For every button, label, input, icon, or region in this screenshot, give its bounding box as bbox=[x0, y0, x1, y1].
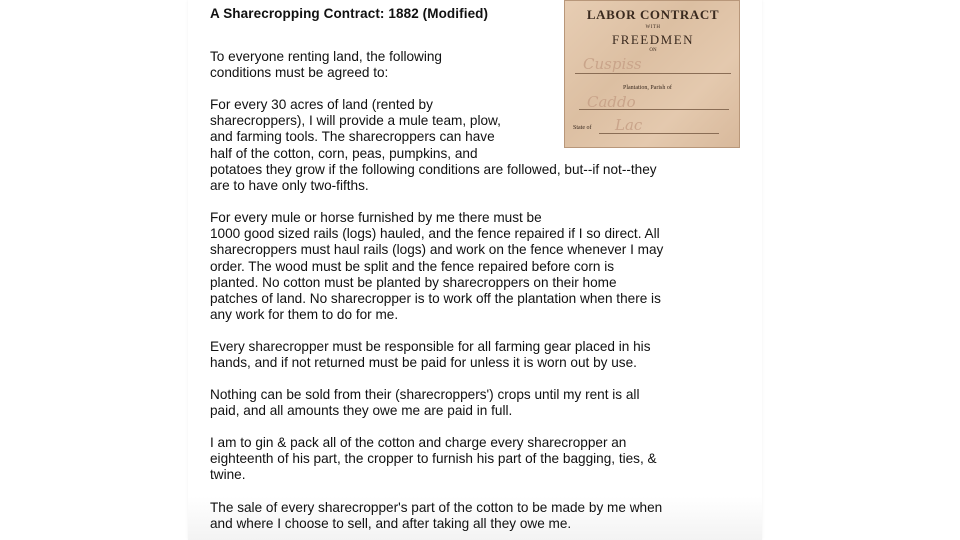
text-line: are to have only two-fifths. bbox=[210, 178, 369, 194]
text-line: For every mule or horse furnished by me there must be bbox=[210, 210, 542, 225]
text-line: eighteenth of his part, the cropper to furnish his part of the bagging, ties, & bbox=[210, 451, 657, 467]
paragraph-intro bbox=[210, 49, 550, 81]
text-line: The sale of every sharecropper's part of the cotton to be made by me when bbox=[210, 500, 663, 515]
text-line: conditions must be agreed to: bbox=[210, 65, 389, 81]
doc-with-label: WITH bbox=[645, 25, 661, 30]
text-line: potatoes they grow if the following conditions are followed, but--if not--they bbox=[210, 161, 657, 177]
doc-rule bbox=[575, 73, 731, 74]
doc-handwriting: Lac bbox=[615, 116, 643, 134]
text-line: sharecroppers must haul rails (logs) and work on the fence whenever I may bbox=[210, 242, 664, 258]
doc-state-label: State of bbox=[573, 125, 592, 131]
doc-heading: LABOR CONTRACT bbox=[586, 7, 720, 22]
text-line: sharecroppers), I will provide a mule team, plow, bbox=[210, 113, 501, 129]
paragraph-mules bbox=[210, 210, 755, 323]
text-line: For every 30 acres of land (rented by bbox=[210, 97, 433, 112]
paragraph-rent bbox=[210, 387, 755, 419]
text-line: and where I choose to sell, and after taking all they owe me. bbox=[210, 516, 572, 532]
text-line: I am to gin & pack all of the cotton and charge every sharecropper an bbox=[210, 435, 627, 450]
doc-plantation-label: Plantation, Parish of bbox=[623, 85, 672, 91]
text-line: planted. No cotton must be planted by sharecroppers on their home bbox=[210, 274, 617, 290]
doc-on-label: ON bbox=[649, 48, 657, 53]
text-line: Nothing can be sold from their (sharecroppers') crops until my rent is all bbox=[210, 387, 640, 402]
text-line: paid, and all amounts they owe me are paid in full. bbox=[210, 403, 513, 419]
doc-subheading: FREEDMEN bbox=[611, 32, 695, 47]
text-line: order. The wood must be split and the fence repaired before corn is bbox=[210, 258, 615, 274]
text-line: To everyone renting land, the following bbox=[210, 49, 442, 64]
text-line: 1000 good sized rails (logs) hauled, and the fence repaired if I so direct. All bbox=[210, 226, 660, 242]
doc-handwriting: Cuspiss bbox=[583, 55, 642, 73]
text-line: and farming tools. The sharecroppers can have bbox=[210, 129, 495, 145]
paragraph-gin bbox=[210, 435, 755, 484]
text-line: twine. bbox=[210, 467, 246, 483]
labor-contract-image bbox=[564, 0, 740, 148]
paragraph-gear bbox=[210, 339, 755, 371]
text-line: Every sharecropper must be responsible for all farming gear placed in his bbox=[210, 339, 651, 354]
text-line: any work for them to do for me. bbox=[210, 307, 399, 323]
text-line: patches of land. No sharecropper is to work off the plantation when there is bbox=[210, 291, 661, 307]
doc-handwriting: Caddo bbox=[587, 93, 636, 111]
paragraph-sale bbox=[210, 500, 755, 532]
text-line: hands, and if not returned must be paid for unless it is worn out by use. bbox=[210, 355, 637, 371]
page-title: A Sharecropping Contract: 1882 (Modified) bbox=[210, 6, 489, 21]
text-line: half of the cotton, corn, peas, pumpkins, and bbox=[210, 145, 478, 161]
